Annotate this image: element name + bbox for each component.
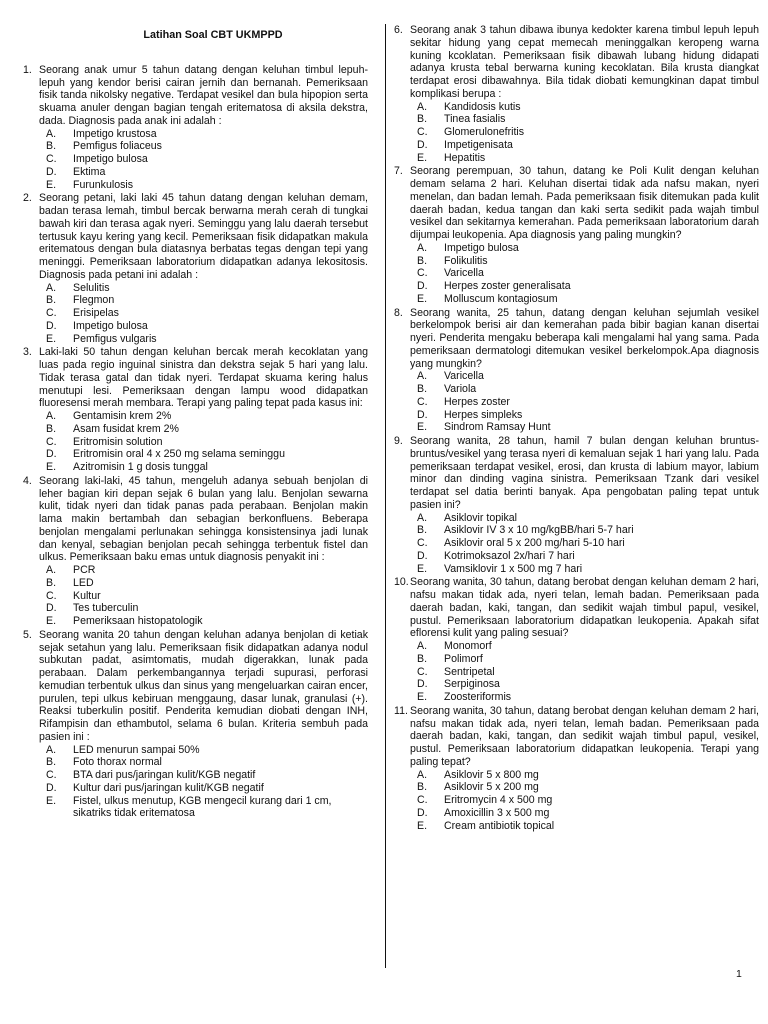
option-text: Glomerulonefritis [444, 126, 525, 138]
question-stem [389, 576, 759, 640]
question-text: Seorang wanita, 28 tahun, hamil 7 bulan dengan keluhan bruntus-bruntus/vesikel yang terasa nyeri di kemaluan sejak 1 hari yang lalu. Pada pemeriksaan terdapat vesikel, erosi, dan krusta di labium mayor, labium minor dan dinding vagina sinistra. Pemeriksaan Tzank dari vesikel terdapat sel datia berinti banyak. Apa pengobatan paling tepat untuk pasien ini? [410, 435, 759, 511]
question-item [389, 165, 759, 305]
option-text: Kultur [73, 589, 101, 602]
option-text: Pemfigus foliaceus [73, 140, 162, 153]
option-text: Varicella [444, 370, 484, 383]
option-letter: B. [417, 652, 428, 665]
question-stem [389, 307, 759, 371]
answer-option [417, 409, 759, 422]
option-text: Asam fusidat krem 2% [73, 422, 179, 435]
answer-option [46, 461, 368, 474]
answer-options [18, 128, 368, 192]
option-text: Eritromycin 4 x 500 mg [444, 794, 553, 806]
answer-option [46, 179, 368, 192]
answer-options [389, 769, 759, 833]
question-number: 11. [394, 704, 408, 717]
option-letter: A. [417, 241, 428, 254]
answer-options [18, 564, 368, 628]
question-item [389, 576, 759, 704]
answer-option [46, 128, 368, 141]
question-text: Seorang perempuan, 30 tahun, datang ke Poli Kulit dengan keluhan demam selama 2 hari. Keluhan disertai tidak ada nafsu makan, nyeri menelan, dan badan lemah. Pada pemeriksaan fisik ditemukan pada kulit daerah badan, kedua tangan dan kaki serta sedikit pada wajah timbul vesikel dan sekitarnya kemerahan. Pada pemeriksaan laboratorium darah dijumpai leukopenia. Apa diagnosis yang paling mungkin? [410, 165, 759, 241]
option-letter: D. [417, 678, 428, 691]
option-text: Impetigo bulosa [73, 153, 148, 165]
answer-option [46, 577, 368, 590]
option-text: Herpes zoster generalisata [444, 280, 571, 292]
answer-option [417, 820, 759, 833]
answer-option [46, 564, 368, 577]
option-letter: C. [46, 769, 57, 781]
question-number: 9. [394, 435, 403, 447]
option-letter: D. [46, 781, 57, 794]
option-text: Sentripetal [444, 665, 495, 678]
option-text: Kandidosis kutis [444, 100, 521, 113]
question-stem [18, 192, 368, 281]
answer-options [389, 640, 759, 704]
option-text: Pemfigus vulgaris [73, 332, 157, 345]
document-title: Latihan Soal CBT UKMPPD [143, 29, 283, 41]
answer-option [417, 691, 759, 704]
option-letter: B. [417, 383, 428, 395]
option-letter: C. [46, 307, 57, 319]
answer-option [417, 563, 759, 576]
answer-option [417, 139, 759, 152]
option-letter: B. [417, 254, 428, 267]
answer-options [18, 744, 368, 821]
question-number: 6. [394, 24, 403, 36]
answer-options [389, 101, 759, 165]
option-letter: D. [417, 138, 428, 151]
option-text: Foto thorax normal [73, 756, 162, 769]
option-letter: D. [46, 448, 57, 461]
option-text: Impetigo bulosa [73, 319, 148, 332]
answer-option [417, 807, 759, 820]
answer-option [417, 370, 759, 383]
question-item [18, 64, 368, 192]
answer-option [417, 512, 759, 525]
answer-option [417, 267, 759, 280]
option-text: Asiklovir topikal [444, 511, 518, 524]
answer-option [417, 396, 759, 409]
question-text: Seorang wanita, 25 tahun, datang dengan keluhan sejumlah vesikel berkelompok berisi air dan kemerahan pada bibir bagian kanan disertai nyeri. Penderita mengaku beberapa kali mengalami hal yang sama. Pada pemeriksaan dermatologi ditemukan vesikel berkelompok.Apa diagnosis yang mungkin? [410, 306, 759, 370]
option-letter: C. [417, 395, 428, 408]
answer-option [417, 383, 759, 396]
option-letter: E. [46, 178, 57, 191]
answer-option [417, 280, 759, 293]
option-letter: C. [417, 794, 428, 806]
option-letter: B. [46, 756, 57, 769]
option-letter: A. [46, 281, 57, 294]
answer-option [46, 795, 368, 821]
answer-options [389, 370, 759, 434]
option-letter: E. [46, 332, 57, 345]
option-letter: D. [46, 319, 57, 332]
option-letter: D. [417, 806, 428, 819]
question-stem [389, 24, 759, 101]
answer-option [417, 769, 759, 782]
option-letter: E. [417, 819, 428, 832]
answer-option [46, 436, 368, 449]
answer-option [417, 794, 759, 807]
answer-option [417, 113, 759, 126]
answer-option [46, 769, 368, 782]
question-stem [18, 629, 368, 744]
option-text: Molluscum kontagiosum [444, 292, 558, 305]
option-letter: B. [417, 781, 428, 794]
option-text: Impetigo bulosa [444, 241, 519, 254]
option-letter: C. [46, 435, 57, 448]
question-item [18, 192, 368, 345]
column-divider [385, 24, 386, 968]
option-text: Selulitis [73, 281, 110, 294]
answer-option [46, 782, 368, 795]
answer-option [46, 744, 368, 757]
option-text: Vamsiklovir 1 x 500 mg 7 hari [444, 562, 583, 575]
option-letter: C. [417, 665, 428, 678]
option-letter: D. [46, 165, 57, 178]
answer-option [46, 602, 368, 615]
answer-option [417, 640, 759, 653]
question-number: 8. [394, 306, 403, 319]
option-letter: D. [417, 408, 428, 421]
answer-option [46, 153, 368, 166]
option-text: Gentamisin krem 2% [73, 410, 172, 422]
option-text: Asiklovir IV 3 x 10 mg/kgBB/hari 5-7 hari [444, 524, 634, 537]
option-text: Fistel, ulkus menutup, KGB mengecil kurang dari 1 cm, sikatriks tidak eritematosa [73, 794, 332, 820]
option-text: Zoosteriformis [444, 691, 512, 703]
answer-option [417, 101, 759, 114]
question-text: Seorang anak umur 5 tahun datang dengan keluhan timbul lepuh-lepuh yang kendor berisi cairan jernih dan bernanah. Pemeriksaan fisik tanda nikolsky negative. Terdapat vesikel dan bula hipopion serta skuama anuler dengan bagian tengah eritematosa di aksila dekstra, dada. Diagnosis pada anak ini adalah : [39, 63, 368, 127]
question-text: Seorang anak 3 tahun dibawa ibunya kedokter karena timbul lepuh lepuh sekitar hidung yang cepat memecah meninggalkan keropeng warna kuning kcoklatan. Pemeriksaan fisik dibawah lubang hidung didapati adanya krusta tebal berwarna kuning kecoklatan. Bila krusta diangkat terdapat erosi dibawahnya. Bila tidak diobati kemungkinan dapat timbul komplikasi berupa : [410, 24, 759, 100]
question-text: Seorang wanita, 30 tahun, datang berobat dengan keluhan demam 2 hari, nafsu makan tidak ada, nyeri telan, lemah badan. Pemeriksaan pada daerah badan, kaki, tangan, dan sedikit wajah timbul papul, vesikel, pustul. Pemeriksaan laboratorium didapatkan leukopenia. Apakah sifat eflorensi kulit yang paling sesuai? [410, 576, 759, 640]
option-letter: B. [46, 576, 57, 589]
option-letter: D. [417, 280, 428, 292]
left-question-list [18, 64, 368, 820]
option-text: Kultur dari pus/jaringan kulit/KGB negatif [73, 781, 264, 794]
right-question-list [389, 24, 759, 832]
answer-option [417, 781, 759, 794]
question-item [389, 705, 759, 833]
right-column [389, 24, 759, 833]
answer-option [46, 615, 368, 628]
option-letter: E. [46, 461, 57, 473]
option-text: Tes tuberculin [73, 602, 139, 615]
question-number: 7. [394, 165, 403, 178]
answer-option [417, 537, 759, 550]
answer-option [417, 524, 759, 537]
answer-option [417, 666, 759, 679]
option-text: Furunkulosis [73, 178, 134, 191]
option-text: Kotrimoksazol 2x/hari 7 hari [444, 549, 575, 562]
question-number: 3. [23, 346, 32, 359]
option-letter: A. [417, 100, 428, 113]
question-text: Seorang wanita 20 tahun dengan keluhan adanya benjolan di ketiak sejak setahun yang lalu. Pemeriksaan fisik didapatkan adanya nodul subkutan padat, asimtomatis, mudah digerakkan, lunak pada perabaan. Dalam perkembangannya terjadi supurasi, perforasi kemudian terbentuk ulkus dan sinus yang mengeluarkan cairan encer, purulen, tepi ulkus kebiruan menggaung, dasar lunak, granulasi (+). Reaksi tuberkulin positif. Penderita kemudian diobati dengan INH, Rifampisin dan ethambutol, selama 6 bulan. Kriteria sembuh pada pasien ini : [39, 628, 368, 743]
answer-option [46, 320, 368, 333]
answer-option [417, 678, 759, 691]
answer-option [46, 166, 368, 179]
option-letter: E. [46, 794, 57, 807]
option-text: Asiklovir oral 5 x 200 mg/hari 5-10 hari [444, 537, 625, 549]
option-text: LED [73, 576, 94, 589]
option-letter: C. [46, 153, 57, 165]
option-text: Flegmon [73, 294, 115, 307]
option-letter: D. [417, 549, 428, 562]
option-letter: A. [417, 511, 428, 524]
question-number: 10. [394, 576, 409, 589]
question-text: Seorang wanita, 30 tahun, datang berobat dengan keluhan demam 2 hari, nafsu makan tidak ada, nyeri telan, lemah badan. Pemeriksaan pada daerah badan, kaki, tangan, dan sedikit wajah timbul papul, vesikel, pustul. Pemeriksaan laboratorium didapatkan leukopenia. Terapi yang paling tepat? [410, 704, 759, 768]
answer-option [417, 255, 759, 268]
option-text: Eritromisin oral 4 x 250 mg selama seminggu [73, 448, 285, 461]
answer-option [46, 307, 368, 320]
question-text: Seorang petani, laki laki 45 tahun datang dengan keluhan demam, badan terasa lemah, timbul bercak berwarna merah cerah di tungkai bawah kiri dan terasa agak nyeri. Seminggu yang lalu daerah tersebut tertusuk kayu kering yang kecil. Pemeriksaan fisik didapatkan makula eritematous dengan bula diatasnya berbatas tegas dengan tepi yang meninggi. Pemeriksaan laboratorium didapatkan adanya lekositosis. Diagnosis pada petani ini adalah : [39, 192, 368, 281]
option-letter: C. [417, 267, 428, 280]
option-text: Varicella [444, 267, 484, 280]
question-stem [389, 705, 759, 769]
option-text: LED menurun sampai 50% [73, 743, 200, 756]
option-text: Herpes simpleks [444, 408, 523, 421]
question-number: 1. [23, 63, 32, 76]
option-letter: E. [417, 691, 428, 703]
question-stem [18, 346, 368, 410]
option-letter: B. [417, 113, 428, 126]
option-text: Sindrom Ramsay Hunt [444, 421, 551, 434]
answer-option [417, 242, 759, 255]
question-item [389, 307, 759, 435]
answer-option [417, 293, 759, 306]
answer-option [417, 152, 759, 165]
option-text: Amoxicillin 3 x 500 mg [444, 806, 550, 819]
option-letter: A. [417, 768, 428, 781]
option-letter: B. [417, 524, 428, 537]
question-stem [18, 64, 368, 128]
option-letter: E. [417, 421, 428, 434]
question-item [18, 475, 368, 628]
answer-option [46, 140, 368, 153]
option-text: Tinea fasialis [444, 113, 506, 126]
answer-options [389, 512, 759, 576]
option-letter: B. [46, 422, 57, 435]
question-item [389, 435, 759, 575]
option-letter: A. [46, 743, 57, 756]
option-text: Eritromisin solution [73, 435, 163, 448]
question-number: 4. [23, 474, 32, 487]
question-stem [18, 475, 368, 564]
answer-options [389, 242, 759, 306]
question-number: 5. [23, 628, 32, 641]
question-text: Laki-laki 50 tahun dengan keluhan bercak merah kecoklatan yang luas pada regio inguinal sinistra dan dekstra sejak 5 hari yang lalu. Tidak terasa gatal dan tidak nyeri. Terdapat skuama kering halus menutupi lesi. Pemeriksaan dengan lampu wood didapatkan fluoresensi merah membara. Terapi yang paling tepat pada kasus ini: [39, 346, 368, 410]
option-letter: A. [417, 370, 428, 383]
question-number: 2. [23, 192, 32, 205]
option-letter: E. [46, 615, 57, 627]
option-letter: E. [417, 151, 428, 164]
option-letter: A. [417, 640, 428, 652]
option-text: Pemeriksaan histopatologik [73, 615, 203, 627]
option-text: Impetigenisata [444, 138, 513, 151]
option-text: Variola [444, 383, 477, 395]
option-text: Herpes zoster [444, 395, 510, 408]
answer-option [417, 550, 759, 563]
option-text: Asiklovir 5 x 800 mg [444, 768, 539, 781]
question-stem [389, 165, 759, 242]
option-letter: D. [46, 602, 57, 615]
option-text: BTA dari pus/jaringan kulit/KGB negatif [73, 769, 256, 781]
left-column [18, 24, 368, 821]
option-text: Polimorf [444, 652, 483, 665]
answer-options [18, 282, 368, 346]
option-text: Cream antibiotik topical [444, 819, 555, 832]
question-item [18, 346, 368, 474]
option-text: Erisipelas [73, 307, 119, 319]
answer-option [46, 410, 368, 423]
question-text: Seorang laki-laki, 45 tahun, mengeluh adanya sebuah benjolan di leher bagian kiri depan sejak 6 bulan yang lalu. Benjolan sewarna kulit, tidak nyeri dan tidak panas pada perabaan. Benjolan makin lama makin bertambah dan sebagian berkonfluens. Beberapa benjolan mengalami perlunakan sehingga konsistensinya jadi lunak dan kenyal, sebagian benjolan pecah sehingga terbentuk fistel dan ulkus. Pemeriksaan baku emas untuk diagnosis penyakit ini : [39, 474, 368, 564]
question-stem [389, 435, 759, 512]
answer-option [46, 590, 368, 603]
question-item [389, 24, 759, 164]
option-letter: E. [417, 292, 428, 305]
option-letter: A. [46, 564, 57, 576]
option-text: Serpiginosa [444, 678, 500, 691]
answer-option [417, 421, 759, 434]
option-text: PCR [73, 564, 96, 576]
answer-option [46, 448, 368, 461]
option-text: Monomorf [444, 640, 492, 652]
option-letter: C. [46, 589, 57, 602]
option-letter: E. [417, 562, 428, 575]
option-text: Impetigo krustosa [73, 127, 157, 140]
option-letter: B. [46, 294, 57, 307]
option-letter: C. [417, 537, 428, 549]
answer-option [46, 282, 368, 295]
answer-options [18, 410, 368, 474]
option-text: Hepatitis [444, 151, 486, 164]
option-text: Azitromisin 1 g dosis tunggal [73, 461, 208, 473]
answer-option [417, 126, 759, 139]
option-letter: B. [46, 140, 57, 153]
option-text: Folikulitis [444, 254, 488, 267]
question-item [18, 629, 368, 820]
option-letter: A. [46, 127, 57, 140]
answer-option [46, 423, 368, 436]
option-letter: A. [46, 410, 57, 422]
option-text: Asiklovir 5 x 200 mg [444, 781, 539, 794]
answer-option [46, 333, 368, 346]
answer-option [417, 653, 759, 666]
answer-option [46, 294, 368, 307]
page-number: 1 [736, 968, 742, 980]
option-letter: C. [417, 126, 428, 138]
option-text: Ektima [73, 165, 106, 178]
answer-option [46, 756, 368, 769]
